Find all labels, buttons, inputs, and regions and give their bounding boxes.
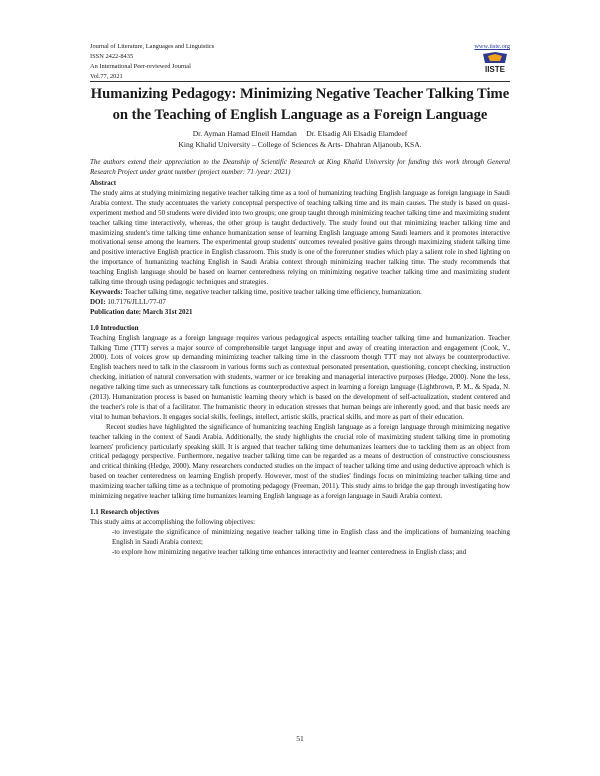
- keywords-text: Teacher talking time, negative teacher talking time, positive teacher talking time efficiency, humanization.: [124, 287, 422, 296]
- journal-name: Journal of Literature, Languages and Linguistics: [90, 43, 215, 50]
- author-block: [90, 128, 510, 150]
- doi-value[interactable]: 10.7176/JLLL/77-07: [107, 297, 166, 306]
- doi-line: [90, 298, 510, 308]
- journal-review-type: An International Peer-reviewed Journal: [90, 63, 191, 70]
- paper-body: [90, 179, 510, 558]
- journal-header: [90, 42, 214, 82]
- acknowledgement: The authors extend their appreciation to the Deanship of Scientific Research at King Khalid University for funding this work through General Research Project under grant number (project number: 71 /year: 2021): [90, 158, 510, 176]
- header-rule: [90, 81, 510, 82]
- intro-paragraph-1: Teaching English language as a foreign language requires various pedagogical aspects entailing teacher talking time and humanization. Teacher Talking Time (TTT) serves a major source of comprehensible target language input and away of creating interaction and engagement (Cook, V., 2000). Lots of voices grow up demanding minimizing teacher talking time in the classroom though TTT may not always be counterproductive. English teachers need to talk in the classroom in various forms such as contextual personated presentation, questioning, concept checking, instruction checking, initiation of natural conversation with students, warmer or ice breaking and managerial interactive purposes (Hedge, 2000). None the less, negative talking time such as unnecessary talk functions as counterproductive aspect in learning a foreign language (Lightbrown, P. M., & Spada, N. (2013). Humanization process is based on humanistic learning theory which is based on the development of self-actualization, student centered and the teacher's role is that of a facilitator. The humanistic theory in education stresses that human beings are inherently good, and that basic needs are vital to human behaviors. It engages social skills, feelings, intellect, artistic skills, practical skills, and more as part of their education.: [90, 333, 510, 421]
- journal-volume: Vol.77, 2021: [90, 73, 123, 80]
- doi-label: DOI:: [90, 297, 106, 306]
- iiste-logo: [480, 52, 510, 74]
- author-names: Dr. Ayman Hamad Elneil Hamdan Dr. Elsadig Ali Elsadig Elamdeef: [192, 129, 408, 138]
- intro-paragraph-2: Recent studies have highlighted the significance of humanizing teaching English language as a foreign language through minimizing negative teacher talking in the context of Saudi Arabia. Additionally, the study highlights the crucial role of maximizing student talking time in promoting learners' proficiency particularly speaking skill. It is argued that teacher talking time dehumanizes learners due to tackling them as an object from critical pedagogy perspective. Furthermore, negative teacher talking time can be regarded as a means of destruction of constructive consciousness and critical thinking (Hedge, 2000). Many researchers conducted studies on the impact of teacher talking time and using deductive approach which is based on teacher centeredness on learning English properly. However, most of the studies' findings focus on minimizing teacher talking time and maximizing teacher talking time as a technique of promoting pedagogy (Freeman, 2011). This study aims to bridge the gap through investigating how minimizing negative teacher talking time humanizes learning English language as a foreign language in Saudi Arabia context.: [90, 422, 510, 501]
- journal-website-link[interactable]: www.iiste.org: [474, 43, 510, 50]
- objective-item: -to explore how minimizing negative teacher talking time enhances interactivity and learner centeredness in English class; and: [112, 547, 467, 556]
- page-number: 51: [296, 734, 304, 743]
- keywords-label: Keywords:: [90, 287, 123, 296]
- pubdate-line: [90, 308, 510, 318]
- objective-item: -to investigate the significance of minimizing negative teacher talking time in English class and the implications of humanizing teaching English in Saudi Arabia context;: [112, 527, 510, 546]
- logo-text: IISTE: [484, 65, 506, 74]
- intro-heading: 1.0 Introduction: [90, 323, 139, 332]
- abstract-heading: Abstract: [90, 179, 117, 187]
- keywords-line: [90, 288, 510, 298]
- journal-issn: ISSN 2422-8435: [90, 53, 134, 60]
- abstract-text: The study aims at studying minimizing negative teacher talking time as a tool of humanizing teaching English language as foreign language in Saudi Arabia context. The study accentuates the variety conceptual perspective of teaching talking time and its main causes. The study is based on quasi-experiment method and 50 students were divided into two groups; one group taught through minimizing teacher talking time and maximizing student teacher talking time interactively, whereas, the other group is taught deductively. The study found out that minimizing teacher talking time and maximizing student's time talking time enhance humanization sense of learning English language among Saudi learners and it promotes interactive motivational sense among the learners. The experimental group students' outcomes revealed positive gains through maximizing student talking time and positive interactive English practice in English classroom. This study is one of the forerunner studies which play a salient role in shed lighting on the importance of humanizing teaching English in Saudi Arabia context through minimizing teacher talking time. The study recommends that teaching English language should be based on learner centeredness relying on minimizing negative teacher talking time and maximizing student talking time through using pedagogic techniques and strategies.: [90, 188, 510, 287]
- objectives-heading: 1.1 Research objectives: [90, 508, 160, 516]
- journal-website-block: [474, 42, 510, 52]
- pubdate-value: March 31st 2021: [142, 307, 193, 316]
- pubdate-label: Publication date:: [90, 307, 142, 316]
- author-affiliation: King Khalid University – College of Sciences & Arts- Dhahran Aljanoub, KSA.: [178, 140, 422, 149]
- objectives-lead: This study aims at accomplishing the following objectives:: [90, 517, 256, 526]
- paper-title: Humanizing Pedagogy: Minimizing Negative Teacher Talking Time on the Teaching of English Language as a Foreign Language: [90, 86, 510, 123]
